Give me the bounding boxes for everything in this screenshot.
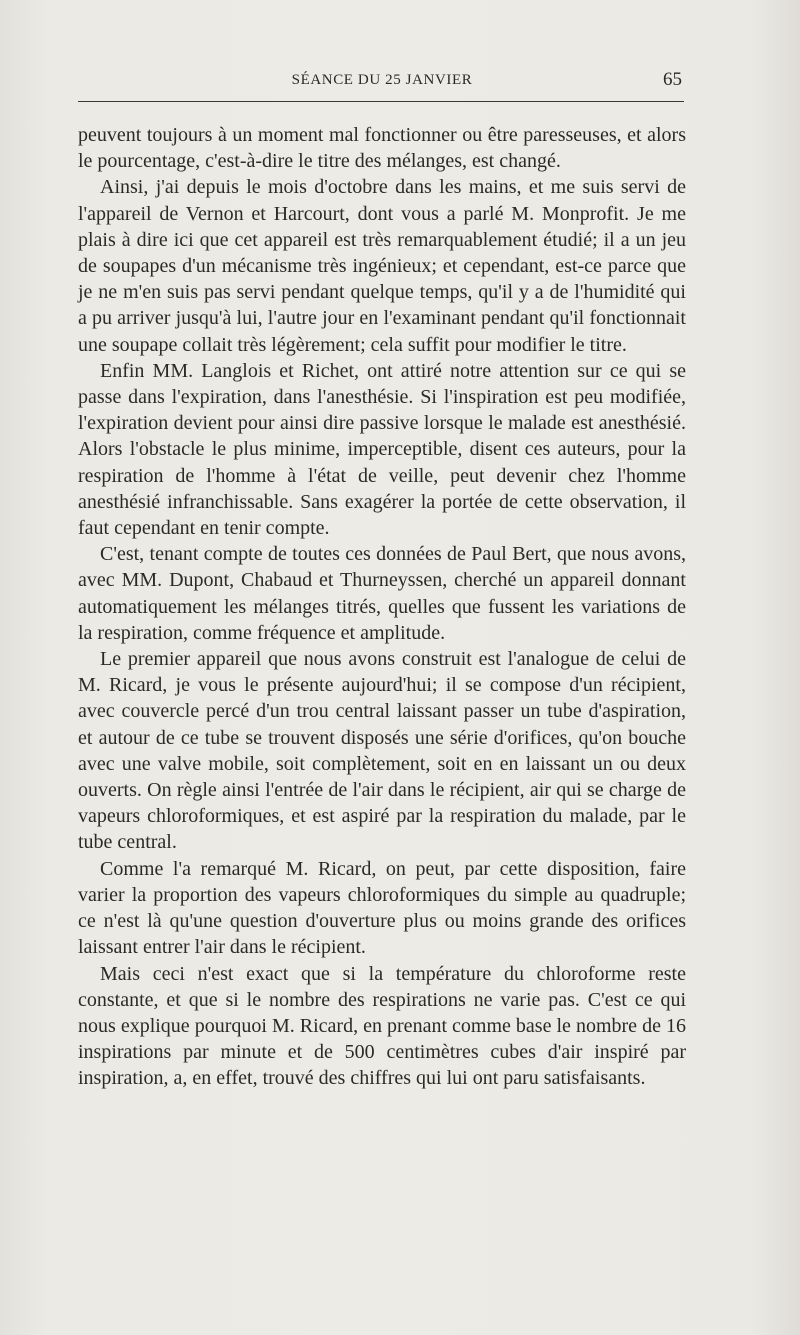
- page-number: 65: [663, 69, 682, 90]
- header-rule: [78, 101, 684, 102]
- paragraph-ricard-remarque: Comme l'a remarqué M. Ricard, on peut, par cette disposition, faire varier la proportion des vapeurs chloroformiques du simple au quadruple; ce n'est là qu'une question d'ouverture plus ou moins grande des orifices laissant entrer l'air dans le récipient.: [78, 857, 686, 959]
- running-title: SÉANCE DU 25 JANVIER: [291, 72, 473, 88]
- paragraph-paul-bert: C'est, tenant compte de toutes ces données de Paul Bert, que nous avons, avec MM. Dupont, Chabaud et Thurneyssen, cherché un appareil donnant automatiquement les mélanges titrés, quelles que fussent les variations de la respiration, comme fréquence et amplitude.: [78, 543, 686, 644]
- paragraph-vernon-harcourt: Ainsi, j'ai depuis le mois d'octobre dans les mains, et me suis servi de l'appareil de Vernon et Harcourt, dont vous a parlé M. Monprofit. Je me plais à dire ici que cet appareil est très remarquablement étudié; il a un jeu de soupapes d'un mécanisme très ingénieux; et cependant, est-ce parce que je ne m'en suis pas servi pendant quelque temps, qu'il y a de l'humidité qui a pu arriver jusqu'à lui, l'autre jour en l'examinant pendant qu'il fonctionnait une soupape collait très légèrement; cela suffit pour modifier le titre.: [78, 176, 686, 356]
- page-header: [78, 66, 686, 102]
- paragraph-premier-appareil: Le premier appareil que nous avons construit est l'analogue de celui de M. Ricard, je vous le présente aujourd'hui; il se compose d'un récipient, avec couvercle percé d'un trou central laissant passer un tube d'aspiration, et autour de ce tube se trouvent disposés une série d'orifices, qu'on bouche avec une valve mobile, soit complètement, soit en en laissant un ou deux ouverts. On règle ainsi l'entrée de l'air dans le récipient, air qui se charge de vapeurs chloroformiques, et est aspiré par la respiration du malade, par le tube central.: [78, 648, 686, 854]
- body-text: [78, 122, 686, 1092]
- paragraph-continuation: peuvent toujours à un moment mal fonctionner ou être paresseuses, et alors le pourcentage, c'est-à-dire le titre des mélanges, est changé.: [78, 124, 686, 173]
- paragraph-langlois-richet: Enfin MM. Langlois et Richet, ont attiré notre attention sur ce qui se passe dans l'expiration, dans l'anesthésie. Si l'inspiration est peu modifiée, l'expiration devient pour ainsi dire passive lorsque le malade est anesthésié. Alors l'obstacle le plus minime, imperceptible, disent ces auteurs, pour la respiration de l'homme à l'état de veille, peut devenir chez l'homme anesthésié infranchissable. Sans exagérer la portée de cette observation, il faut cependant en tenir compte.: [78, 359, 686, 540]
- paragraph-temperature: Mais ceci n'est exact que si la température du chloroforme reste constante, et que si le nombre des respirations ne varie pas. C'est ce qui nous explique pourquoi M. Ricard, en prenant comme base le nombre de 16 inspirations par minute et de 500 centimètres cubes d'air inspiré par inspiration, a, en effet, trouvé des chiffres qui lui ont paru satisfaisants.: [78, 962, 686, 1090]
